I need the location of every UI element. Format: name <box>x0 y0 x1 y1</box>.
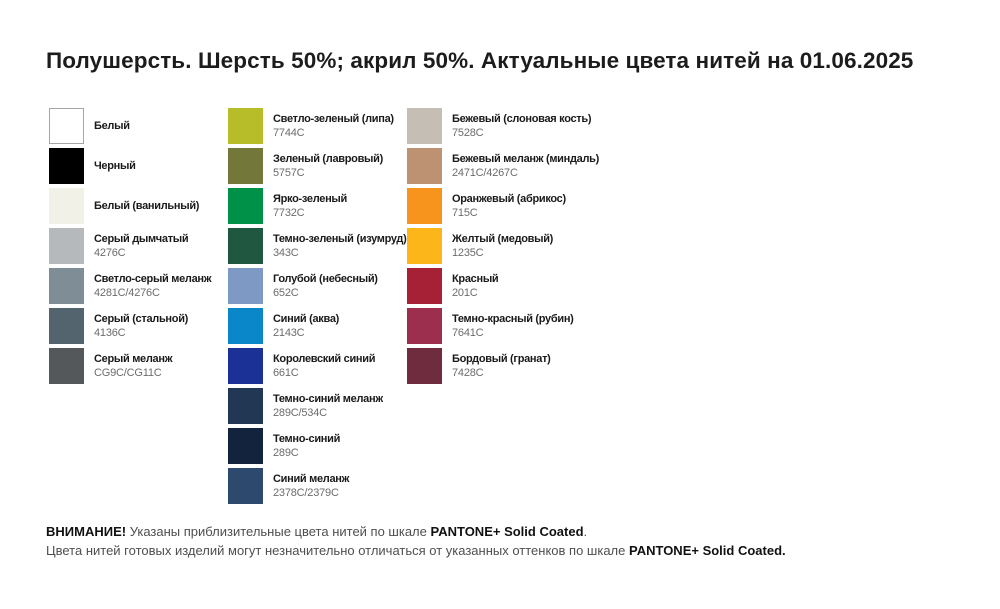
color-row <box>228 468 406 504</box>
color-swatch <box>49 268 84 304</box>
color-row <box>407 268 585 304</box>
color-label <box>94 199 199 213</box>
color-code: 715C <box>452 207 478 219</box>
color-swatch <box>228 268 263 304</box>
color-label <box>94 232 188 260</box>
color-swatch <box>407 188 442 224</box>
color-row <box>407 188 585 224</box>
color-code: 343C <box>273 247 299 259</box>
color-row <box>228 348 406 384</box>
color-name: Красный <box>452 273 499 285</box>
color-label <box>273 192 347 220</box>
color-swatch <box>228 108 263 144</box>
warning-label: ВНИМАНИЕ! <box>46 524 127 539</box>
color-swatch <box>49 188 84 224</box>
color-name: Оранжевый (абрикос) <box>452 193 566 205</box>
color-row <box>49 268 227 304</box>
color-label <box>273 432 340 460</box>
color-label <box>94 312 188 340</box>
color-code: 1235C <box>452 247 484 259</box>
color-label <box>94 272 211 300</box>
color-row <box>228 108 406 144</box>
color-name: Темно-красный (рубин) <box>452 313 574 325</box>
color-row <box>228 428 406 464</box>
color-name: Бежевый меланж (миндаль) <box>452 153 600 165</box>
color-row <box>228 148 406 184</box>
color-label <box>452 352 551 380</box>
color-swatch <box>407 308 442 344</box>
color-swatch <box>49 148 84 184</box>
color-name: Черный <box>94 160 136 172</box>
color-swatch <box>228 148 263 184</box>
color-label <box>273 232 406 260</box>
color-row <box>49 348 227 384</box>
color-swatch <box>49 348 84 384</box>
color-label <box>452 272 498 300</box>
color-name: Темно-зеленый (изумруд) <box>273 233 407 245</box>
color-label <box>273 272 378 300</box>
color-swatch <box>407 348 442 384</box>
pantone-brand: PANTONE+ Solid Coated. <box>629 543 786 558</box>
color-swatch <box>228 428 263 464</box>
color-row <box>407 228 585 264</box>
color-name: Синий меланж <box>273 473 350 485</box>
color-label <box>273 152 383 180</box>
color-label <box>452 112 591 140</box>
color-name: Голубой (небесный) <box>273 273 378 285</box>
color-name: Серый дымчатый <box>94 233 189 245</box>
color-name: Синий (аква) <box>273 313 340 325</box>
color-row <box>228 228 406 264</box>
color-row <box>49 108 227 144</box>
color-name: Светло-серый меланж <box>94 273 212 285</box>
color-code: 201C <box>452 287 478 299</box>
color-code: 7732C <box>273 207 305 219</box>
note-line-1-period: . <box>583 524 588 539</box>
color-name: Королевский синий <box>273 353 376 365</box>
color-row <box>228 188 406 224</box>
color-code: 5757C <box>273 167 305 179</box>
note-line-1-text: Указаны приблизительные цвета нитей по шкале <box>126 524 431 539</box>
color-label <box>452 192 566 220</box>
color-row <box>228 268 406 304</box>
color-label <box>452 232 553 260</box>
color-name: Серый меланж <box>94 353 173 365</box>
color-swatch <box>228 188 263 224</box>
color-row <box>49 228 227 264</box>
color-swatch <box>407 148 442 184</box>
color-label <box>94 119 130 133</box>
swatch-column-3 <box>407 108 600 388</box>
color-swatch <box>49 228 84 264</box>
color-row <box>407 348 585 384</box>
color-code: 2143C <box>273 327 305 339</box>
color-name: Бордовый (гранат) <box>452 353 551 365</box>
color-swatch <box>407 268 442 304</box>
color-code: 2378C/2379C <box>273 487 339 499</box>
color-swatch <box>49 308 84 344</box>
color-label <box>273 112 394 140</box>
color-swatch <box>228 348 263 384</box>
color-name: Темно-синий <box>273 433 341 445</box>
color-name: Бежевый (слоновая кость) <box>452 113 592 125</box>
color-label <box>94 352 172 380</box>
color-code: 7744C <box>273 127 305 139</box>
color-row <box>49 308 227 344</box>
page-title: Полушерсть. Шерсть 50%; акрил 50%. Актуальные цвета нитей на 01.06.2025 <box>46 48 914 73</box>
color-code: 7641C <box>452 327 484 339</box>
color-label <box>273 472 349 500</box>
pantone-note <box>46 522 786 560</box>
color-code: CG9C/CG11C <box>94 367 162 379</box>
color-name: Желтый (медовый) <box>452 233 554 245</box>
color-name: Серый (стальной) <box>94 313 189 325</box>
color-code: 652C <box>273 287 299 299</box>
color-name: Ярко-зеленый <box>273 193 347 205</box>
swatch-column-2 <box>228 108 406 508</box>
color-name: Темно-синий меланж <box>273 393 383 405</box>
color-code: 4136C <box>94 327 126 339</box>
color-label <box>94 159 136 173</box>
color-swatch <box>49 108 84 144</box>
color-code: 4281C/4276C <box>94 287 160 299</box>
color-name: Белый <box>94 120 130 132</box>
color-code: 2471C/4267C <box>452 167 518 179</box>
color-swatch <box>228 388 263 424</box>
color-label <box>273 312 339 340</box>
note-line-2-text: Цвета нитей готовых изделий могут незначительно отличаться от указанных оттенков по шкале <box>46 543 629 558</box>
color-code: 7428C <box>452 367 484 379</box>
color-code: 661C <box>273 367 299 379</box>
note-line-1 <box>46 522 786 541</box>
color-code: 4276C <box>94 247 126 259</box>
color-row <box>407 148 600 184</box>
color-code: 289C <box>273 447 299 459</box>
color-row <box>228 388 406 424</box>
color-row <box>407 108 592 144</box>
color-label <box>452 312 574 340</box>
color-row <box>407 308 585 344</box>
color-label <box>452 152 599 180</box>
color-label <box>273 352 375 380</box>
pantone-brand: PANTONE+ Solid Coated <box>430 524 584 539</box>
color-row <box>49 148 227 184</box>
color-swatch <box>228 468 263 504</box>
color-name: Зеленый (лавровый) <box>273 153 383 165</box>
color-name: Светло-зеленый (липа) <box>273 113 394 125</box>
color-label <box>273 392 383 420</box>
color-swatch <box>228 308 263 344</box>
color-code: 289C/534C <box>273 407 327 419</box>
color-row <box>49 188 227 224</box>
color-code: 7528C <box>452 127 484 139</box>
color-swatch <box>407 228 442 264</box>
swatch-column-1 <box>49 108 227 388</box>
color-row <box>228 308 406 344</box>
color-swatch <box>407 108 442 144</box>
color-name: Белый (ванильный) <box>94 200 200 212</box>
note-line-2 <box>46 541 786 560</box>
color-swatch <box>228 228 263 264</box>
